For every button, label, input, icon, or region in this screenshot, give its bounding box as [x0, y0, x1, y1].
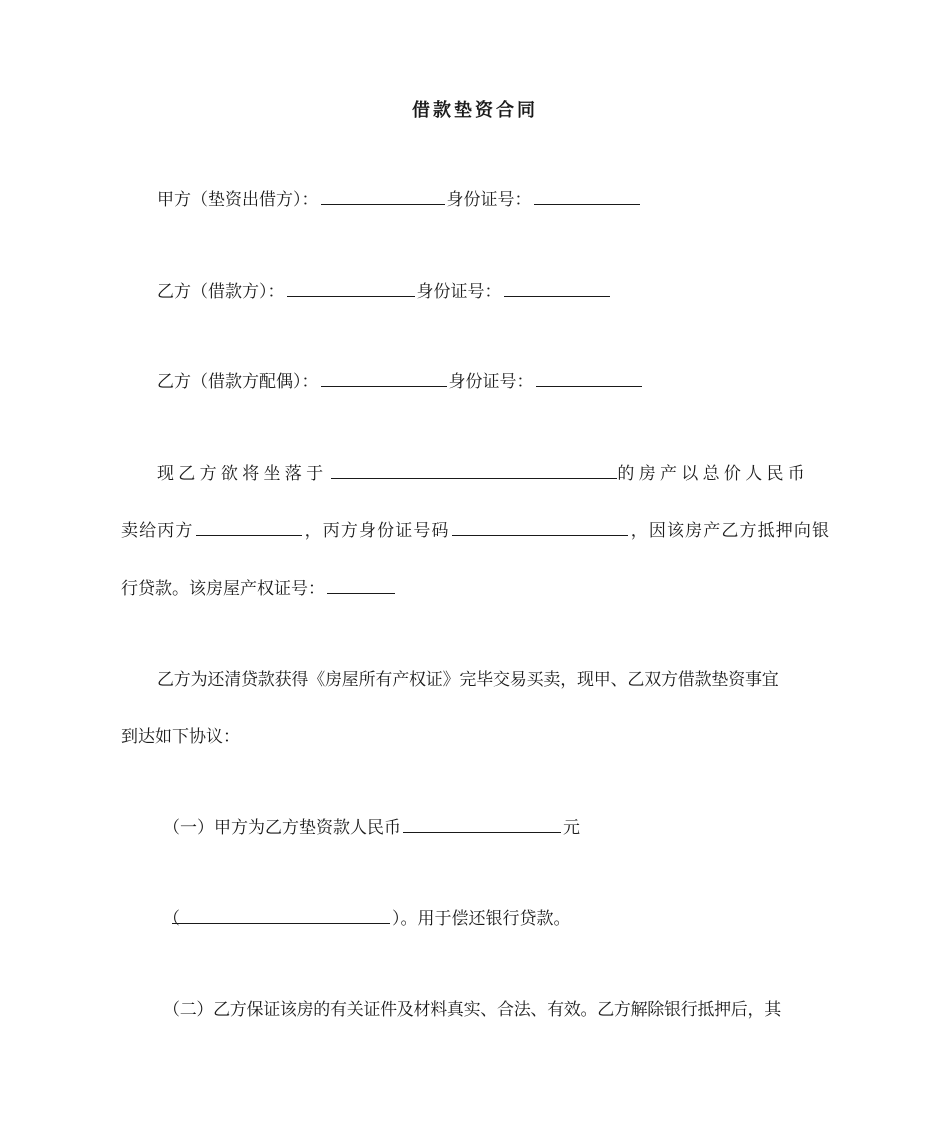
party-b-spouse-id-label: 身份证号：	[448, 372, 534, 392]
party-b-id-label: 身份证号：	[416, 282, 502, 302]
para1-line2-c: ，因该房产乙方抵押向银	[629, 521, 829, 541]
party-a-name-blank[interactable]	[321, 188, 445, 205]
para1-line1-prefix: 现乙方欲将坐落于	[157, 464, 328, 484]
para1-line2-a: 卖给丙方	[121, 521, 194, 541]
party-c-id-blank[interactable]	[452, 519, 628, 536]
loan-amount-blank[interactable]	[403, 816, 561, 833]
party-a-id-blank[interactable]	[534, 188, 640, 205]
party-b-spouse-name-blank[interactable]	[321, 370, 447, 387]
para1-line2	[121, 519, 829, 543]
party-b-line	[157, 280, 612, 304]
clause1-line2	[163, 907, 571, 931]
party-a-line	[157, 188, 642, 212]
para1-line1	[157, 462, 809, 486]
party-b-id-blank[interactable]	[504, 280, 610, 297]
party-b-spouse-label: 乙方（借款方配偶）：	[157, 372, 319, 392]
party-a-id-label: 身份证号：	[446, 190, 532, 210]
para1-line2-b: ，丙方身份证号码	[303, 521, 450, 541]
party-a-label: 甲方（垫资出借方）：	[157, 190, 319, 210]
clause2-line1: （二）乙方保证该房的有关证件及材料真实、合法、有效。乙方解除银行抵押后，其	[163, 1000, 781, 1020]
clause1-line1	[163, 816, 580, 840]
loan-amount-uppercase-blank[interactable]	[172, 907, 390, 924]
clause1-line2-prefix: （	[163, 909, 180, 929]
para1-line1-suffix: 的房产以总价人民币	[617, 464, 810, 484]
para1-line3-a: 行贷款。该房屋产权证号：	[121, 579, 325, 599]
document-title: 借款垫资合同	[412, 100, 538, 121]
party-b-spouse-line	[157, 370, 644, 394]
para2-line1: 乙方为还清贷款获得《房屋所有产权证》完毕交易买卖，现甲、乙双方借款垫资事宜	[157, 670, 779, 690]
clause1-line1-prefix: （一）甲方为乙方垫资款人民币	[163, 818, 401, 838]
para1-line3	[121, 577, 397, 601]
property-location-blank[interactable]	[331, 462, 617, 479]
property-cert-blank[interactable]	[327, 577, 395, 594]
party-c-name-blank[interactable]	[196, 519, 302, 536]
clause1-line2-suffix: ）。用于偿还银行贷款。	[392, 909, 571, 929]
clause1-line1-suffix: 元	[563, 818, 580, 838]
party-b-spouse-id-blank[interactable]	[536, 370, 642, 387]
para2-line2: 到达如下协议：	[121, 727, 240, 747]
party-b-label: 乙方（借款方）：	[157, 282, 285, 302]
party-b-name-blank[interactable]	[287, 280, 415, 297]
